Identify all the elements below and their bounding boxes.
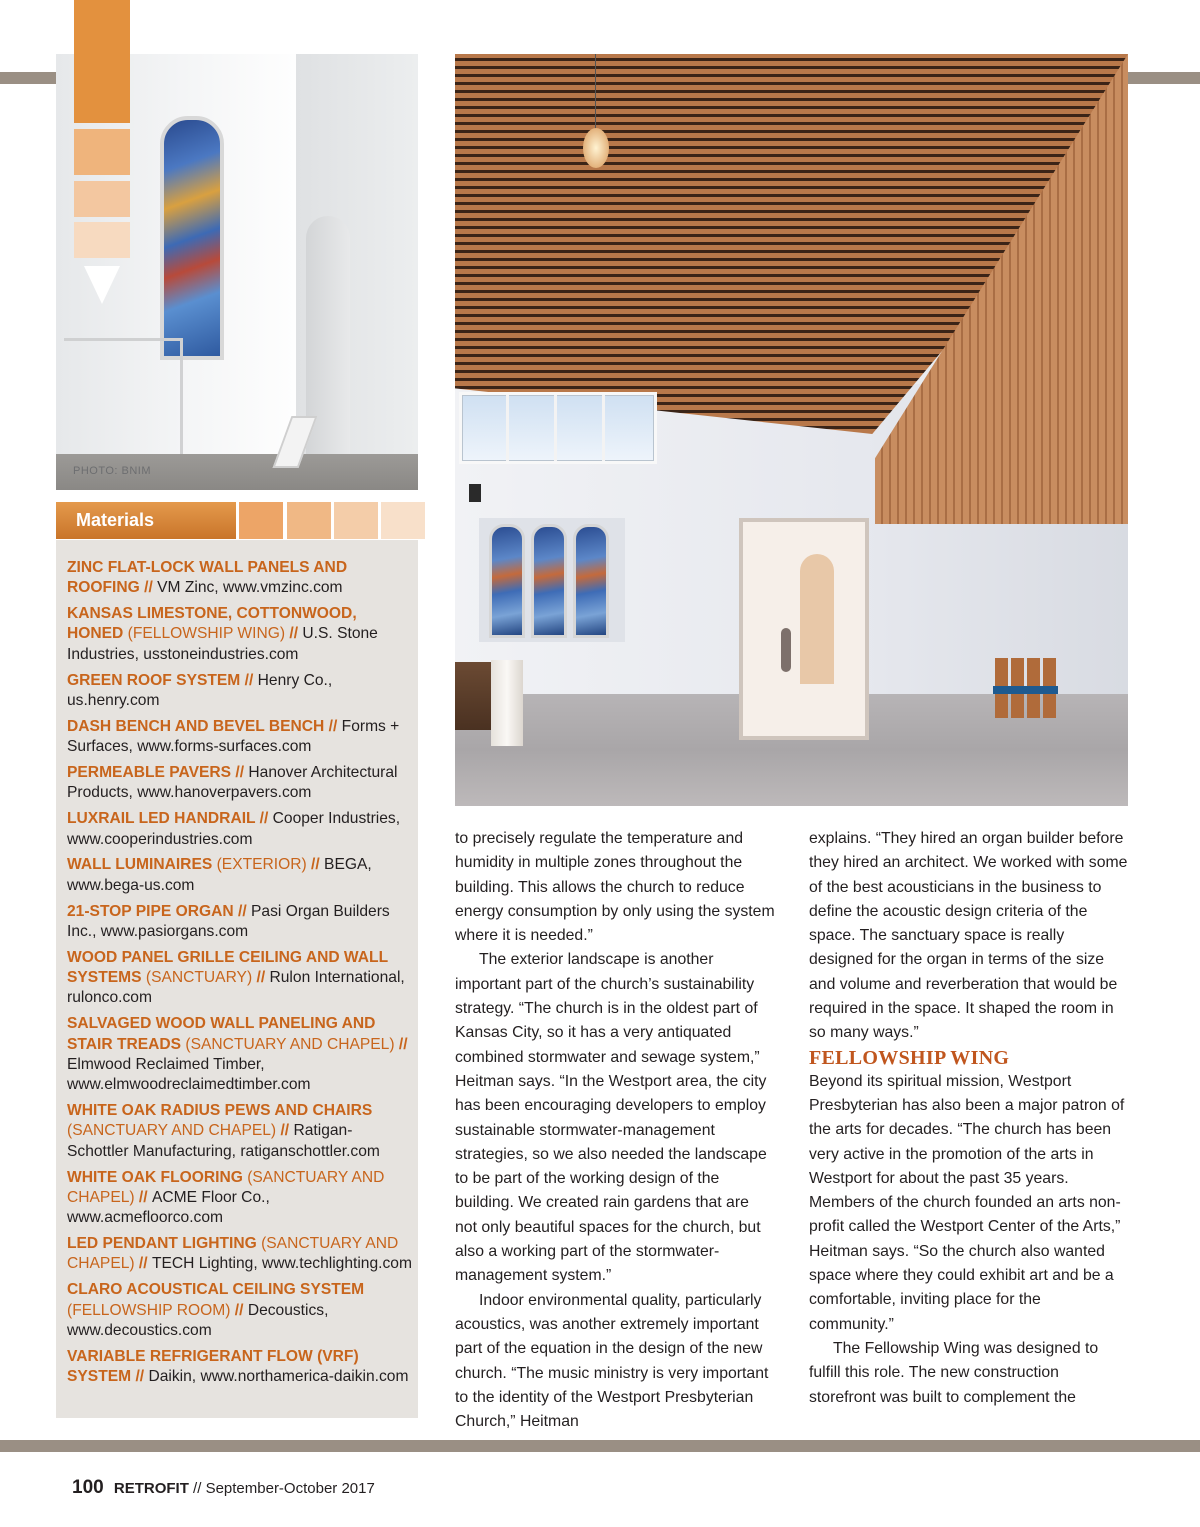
material-item: 21-STOP PIPE ORGAN // Pasi Organ Builders Inc., www.pasiorgans.com [67,902,390,940]
material-supplier: Pasi Organ Builders Inc., www.pasiorgans.com [67,902,390,940]
material-item: VARIABLE REFRIGERANT FLOW (VRF) SYSTEM // Daikin, www.northamerica-daikin.com [67,1347,409,1385]
material-supplier: Daikin, www.northamerica-daikin.com [148,1368,409,1385]
material-location: (SANCTUARY AND CHAPEL) [67,1168,385,1206]
person-figure [781,628,791,672]
publication-name: RETROFIT [113,1480,189,1497]
material-supplier: Cooper Industries, www.cooperindustries.com [67,810,401,848]
material-name: WOOD PANEL GRILLE CEILING AND WALL SYSTEMS [67,948,388,987]
material-supplier: Forms + Surfaces, www.forms-surfaces.com [67,717,400,756]
paragraph: explains. “They hired an organ builder before they hired an architect. We worked with some of the best acousticians in the business to define the acoustic design criteria of the space. The sanctuary space is really designed for the organ in terms of the size and volume and reverberation that would be required in the space. It shaped the room in so many ways.” [809,830,1128,1042]
top-rule-left [0,72,56,84]
paragraph: to precisely regulate the temperature and humidity in multiple zones throughout the building. This allows the church to reduce energy consumption by only using the system where it is needed.” [455,830,775,945]
decor-square [287,502,331,539]
decor-square [239,502,283,539]
material-name: WHITE OAK RADIUS PEWS AND CHAIRS [67,1102,373,1120]
material-item: PERMEABLE PAVERS // Hanover Architectural Products, www.hanoverpavers.com [67,764,398,802]
material-name: ZINC FLAT-LOCK WALL PANELS AND ROOFING [67,559,348,597]
paragraph: Indoor environmental quality, particularly acoustics, was another extremely important part of the equation in the design of the new church. “The music ministry is very important to the identity of the Westport Presbyterian Church,” Heitman [455,1291,769,1431]
material-item: WHITE OAK RADIUS PEWS AND CHAIRS (SANCTUARY AND CHAPEL) // Ratigan-Schottler Manufacturing, ratiganschottler.com [67,1102,380,1160]
material-item: WALL LUMINAIRES (EXTERIOR) // BEGA, www.bega-us.com [67,856,372,894]
material-name: LED PENDANT LIGHTING [67,1235,257,1253]
material-supplier: Henry Co., us.henry.com [67,671,333,709]
sanctuary-photo [455,54,1128,806]
material-item: CLARO ACOUSTICAL CEILING SYSTEM (FELLOWSHIP ROOM) // Decoustics, www.decoustics.com [67,1281,365,1339]
material-name: GREEN ROOF SYSTEM [67,671,241,689]
footer-separator: // [193,1480,202,1497]
photo-credit: PHOTO: BNIM [73,465,152,477]
material-name: KANSAS LIMESTONE, COTTONWOOD, HONED [67,605,357,643]
material-location: (SANCTUARY AND CHAPEL) [67,1122,277,1140]
material-name: WALL LUMINAIRES [67,856,213,874]
page-number: 100 [72,1477,104,1498]
materials-title: Materials [76,510,155,530]
decor-tab [74,0,130,123]
material-item: LED PENDANT LIGHTING (SANCTUARY AND CHAPEL) // TECH Lighting, www.techlighting.com [67,1235,412,1273]
decor-tab [74,222,130,258]
material-location: (EXTERIOR) [216,856,307,874]
material-item: KANSAS LIMESTONE, COTTONWOOD, HONED (FELLOWSHIP WING) // U.S. Stone Industries, usstoneindustries.com [67,605,378,663]
baptismal-font [491,660,523,746]
material-item: SALVAGED WOOD WALL PANELING AND STAIR TREADS (SANCTUARY AND CHAPEL) // Elmwood Reclaimed Timber, www.elmwoodreclaimedtimber.com [67,1015,408,1094]
material-location: (SANCTUARY AND CHAPEL) [67,1235,399,1273]
decor-tab [74,181,130,217]
material-location: (SANCTUARY AND CHAPEL) [185,1035,395,1053]
article-column-2 [809,827,1129,1410]
material-item: ZINC FLAT-LOCK WALL PANELS AND ROOFING // VM Zinc, www.vmzinc.com [67,559,348,597]
material-supplier: TECH Lighting, www.techlighting.com [151,1255,412,1273]
material-item: WHITE OAK FLOORING (SANCTUARY AND CHAPEL) // ACME Floor Co., www.acmefloorco.com [67,1168,385,1227]
material-item: LUXRAIL LED HANDRAIL // Cooper Industries, www.cooperindustries.com [67,810,401,848]
decor-square [334,502,378,539]
material-name: WHITE OAK FLOORING [67,1168,243,1186]
material-supplier: Decoustics, www.decoustics.com [67,1301,329,1339]
paragraph: Beyond its spiritual mission, Westport Presbyterian has also been a major patron of the arts for decades. “The church has been very active in the promotion of the arts in Westport for about the past 35 years. Members of the church founded an arts non-profit called the Westport Center of the Arts,” Heitman says. “So the church also wanted space where they could exhibit art and be a comfortable, inviting place for the community.” [809,1072,1125,1333]
material-supplier: Hanover Architectural Products, www.hanoverpavers.com [67,764,398,802]
material-name: DASH BENCH AND BEVEL BENCH [67,717,325,735]
page-footer [72,1477,375,1499]
material-location: (SANCTUARY) [145,969,253,987]
issue-date: September-October 2017 [205,1480,375,1497]
material-name: SALVAGED WOOD WALL PANELING AND STAIR TREADS [67,1015,376,1053]
material-supplier: BEGA, www.bega-us.com [67,856,372,894]
clerestory-window [459,392,657,464]
material-name: VARIABLE REFRIGERANT FLOW (VRF) SYSTEM [67,1347,359,1385]
material-name: PERMEABLE PAVERS [67,764,232,782]
material-item: WOOD PANEL GRILLE CEILING AND WALL SYSTEMS (SANCTUARY) // Rulon International, rulonco.com [67,948,405,1007]
material-supplier: VM Zinc, www.vmzinc.com [157,579,343,597]
material-item: GREEN ROOF SYSTEM // Henry Co., us.henry.com [67,671,333,709]
material-supplier: U.S. Stone Industries, usstoneindustries.com [67,625,378,663]
paragraph: The Fellowship Wing was designed to fulfill this role. The new construction storefront was built to complement the [809,1339,1099,1406]
top-rule-right [1128,72,1200,84]
stained-glass-window [489,524,525,638]
decor-square [381,502,425,539]
stained-glass-window [573,524,609,638]
material-location: (FELLOWSHIP WING) [127,625,286,643]
pendant-light [583,128,609,168]
material-name: CLARO ACOUSTICAL CEILING SYSTEM [67,1281,365,1299]
decor-arrow-icon [84,266,120,304]
material-location: (FELLOWSHIP ROOM) [67,1301,231,1319]
section-heading: FELLOWSHIP WING [809,1046,1010,1069]
material-item: DASH BENCH AND BEVEL BENCH // Forms + Surfaces, www.forms-surfaces.com [67,717,400,756]
paragraph: The exterior landscape is another important part of the church’s sustainability strategy. “The church is in the oldest part of Kansas City, so it has a very antiquated combined stormwater and sewage system,” Heitman says. “In the Westport area, the city has been encouraging developers to employ sustainable stormwater-management strategies, so we also needed the landscape to be part of the working design of the building. We created rain gardens that are not only beautiful spaces for the church, but also a working part of the stormwater-management system.” [455,951,767,1285]
stained-glass-window [531,524,567,638]
bottom-rule [0,1440,1200,1452]
material-supplier: Elmwood Reclaimed Timber, www.elmwoodreclaimedtimber.com [67,1055,311,1094]
material-name: LUXRAIL LED HANDRAIL [67,810,256,828]
article-column-1 [455,827,775,1434]
material-name: 21-STOP PIPE ORGAN [67,902,234,920]
material-supplier: ACME Floor Co., www.acmefloorco.com [67,1188,270,1227]
decor-tab [74,129,130,175]
stained-glass-window [160,116,224,360]
material-supplier: Rulon International, rulonco.com [67,969,405,1007]
materials-list [67,558,412,1393]
material-supplier: Ratigan-Schottler Manufacturing, ratiganschottler.com [67,1122,380,1160]
